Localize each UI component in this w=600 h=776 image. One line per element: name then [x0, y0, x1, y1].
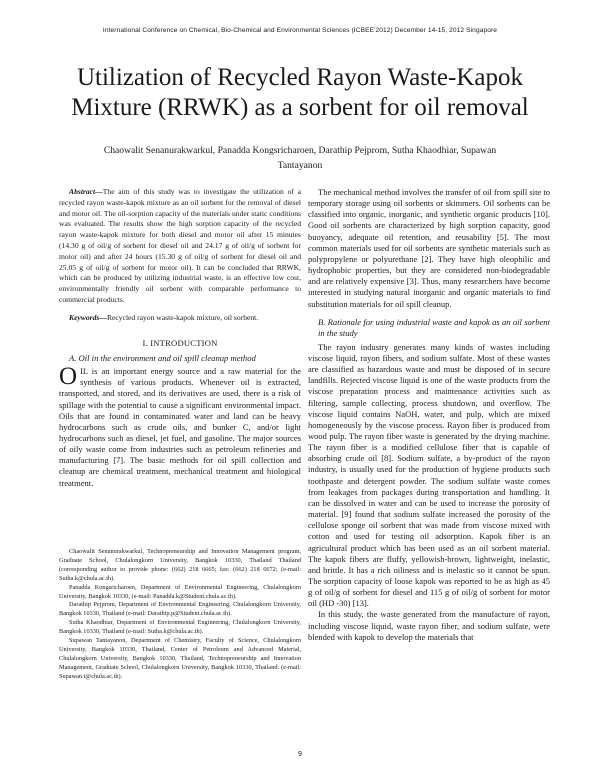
page-number: 9 [298, 751, 302, 758]
paper-title: Utilization of Recycled Rayon Waste-Kapok Mixture (RRWK) as a sorbent for oil removal [71, 64, 529, 121]
keywords-dash: — [99, 312, 107, 322]
intro-paragraph [59, 363, 301, 489]
keywords [59, 313, 301, 324]
abstract-text: The aim of this study was to investigate the utilization of a recycled rayon waste-kapok mixture as an oil sorbent for the removal of diesel and motor oil. The oil-sorption capacity of the materials under static conditions was evaluated. The results show the high sorption capacity of the recycled rayon waste-kapok mixture for both diesel and motor oil after 15 minutes (14.30 g of oil/g of sorbent for diesel oil and 24.17 g of oil/g of sorbent for motor oil) and after 24 hours (15.30 g of oil/g of sorbent for diesel oil and 25.05 g of oil/g of sorbent for motor oil). It can be concluded that RRWK, which can be produced by utilizing industrial waste, is an effective low cost, environmentally friendly oil sorbent with comparable performance to commercial products. [59, 187, 301, 304]
right-column [308, 187, 550, 643]
footnote-4: Sutha Khaodhiar, Department of Environmental Engineering, Chulalongkorn University, Bangkok 10330, Thailand (e-mail: Sutha.k@chula.ac.th). [59, 619, 301, 636]
intro-paragraph-text: IL is an important energy source and a raw material for the synthesis of various products. Whenever oil is extracted, transported, and stored, and its derivatives are used, there is a risk of spillage with the potential to cause a significant environmental impact. Oils that are found in contaminated water and land can be heavy hydrocarbons such as crude oils, and bunker C, and/or light hydrocarbons such as diesel, jet fuel, and gasoline. The major sources of oily waste come from industries such as petroleum refineries and manufacturing [7]. The basic methods for oil spill collection and cleanup are chemical treatment, mechanical treatment and biological treatment. [59, 366, 301, 488]
abstract-label: Abstract [69, 187, 96, 196]
abstract-dash: — [95, 187, 103, 196]
conference-header: International Conference on Chemical, Bio-Chemical and Environmental Sciences (ICBEE'2012) December 14-15, 2012 Singapore [102, 27, 498, 34]
rayon-industry-paragraph: The rayon industry generates many kinds of wastes including viscose liquid, rayon fibers, and sodium sulfate. Most of these wastes are classified as hazardous waste and must be disposed of in secure landfills. Rejected viscose liquid is one of the waste products from the viscose preparation process and maintenance activities such as filtering, sample collecting, process shutdown, and overflow. The viscose liquid contains NaOH, water, and pulp, which are mixed homogeneously by the viscose process. Rayon fiber is produced from wood pulp. The rayon fiber waste is generated by the drying machine. The rayon fiber is a modified cellulose fiber that is capable of absorbing crude oil [8]. Sodium sulfate, a by-product of the rayon industry, is usually used for the production of hygiene products such toothpaste and detergent powder. The sodium sulfate waste comes from leakages from packages during transportation and handling. It can be dissolved in water and can be used to increase the porosity of material. [9] found that sodium sulfate increased the porosity of the cellulose sponge oil sorbent that was made from viscose mixed with cotton and used for testing oil adsorption. Kapok fiber is an agricultural product which has been used as an oil sorbent material. The kapok fibers are fluffy, yellowish-brown, lightweight, inelastic, and brittle. It has a rich oiliness and is inelastic so it cannot be spun. The sorption capacity of loose kapok was reported to be as high as 45 g of oil/g of sorbent for diesel and 115 g of oil/g of sorbent for motor oil (HD -30) [13]. [308, 341, 550, 609]
subsection-heading-a: A. Oil in the environment and oil spill cleanup method [69, 352, 256, 363]
subsection-heading-b: B. Rationale for using industrial waste and kapok as an oil sorbent in the study [318, 316, 550, 339]
mechanical-method-paragraph: The mechanical method involves the transfer of oil from spill site to temporary storage using oil sorbents or skimmers. Oil sorbents can be classified into organic, inorganic, and synthetic organic products [10]. Good oil sorbents are characterized by high sorption capacity, good buoyancy, adequate oil retention, and reusability [5]. The most common materials used for oil sorbents are synthetic materials such as polypropylene or polyurethane [2]. They have high oleophilic and hydrophobic properties, but they are considered non-biodegradable and are relatively expensive [3]. Thus, many researchers have become interested in studying natural inorganic and organic materials to find substitution materials for oil spill cleanup. [308, 187, 550, 309]
drop-cap: O [59, 363, 78, 391]
section-heading-introduction: I. INTRODUCTION [142, 337, 218, 348]
footnote-2: Panadda Kongsricharoen, Department of Environmental Engineering, Chulalongkorn University, Bangkok 10330, (e-mail: Panadda.k@Student.chula.ac.th). [59, 583, 301, 600]
abstract [59, 187, 301, 306]
author-list: Chaowalit Senanurakwarkul, Panadda Kongsricharoen, Darathip Pejprom, Sutha Khaodhiar, Supawan Tantayanon [103, 145, 497, 171]
study-paragraph: In this study, the waste generated from the manufacture of rayon, including viscose liquid, waste rayon fiber, and sodium sulfate, were blended with kapok to develop the materials that [308, 609, 550, 642]
left-column [59, 187, 301, 489]
footnote-3: Darathip Pejprom, Department of Environmental Engineering, Chulalongkorn University, Bangkok 10330, Thailand (e-mail: Darathip.p@Student.chula.ac.th). [59, 601, 301, 618]
footnote-1: Chaowalit Senanurakwarkul, Technopreneurship and Innovation Management program, Graduate School, Chulalongkorn University, Bangkok 10330, Thailand Thailand (corresponding author to provide phone: (662) 218 6665; fax: (662) 218 6672; (e-mail: Sutha.k@chula.ac.th). [59, 548, 301, 582]
author-footnotes [59, 548, 301, 682]
keywords-label: Keywords [69, 312, 100, 322]
keywords-text: Recycled rayon waste-kapok mixture, oil sorbent. [106, 312, 259, 322]
footnote-5: Supawan Tantayanon, Department of Chemistry, Faculty of Science, Chulalongkorn University, Bangkok 10330, Thailand, Center of Petroleum and Advanced Material, Chulalongkorn University, Bangkok 10330, Thailand, Technopreneurship and Innovation Management, Graduate School, Chulalongkorn University, Bangkok 10330, Thailand. (e-mail: Supawan.t@chula.ac.th). [59, 637, 301, 680]
